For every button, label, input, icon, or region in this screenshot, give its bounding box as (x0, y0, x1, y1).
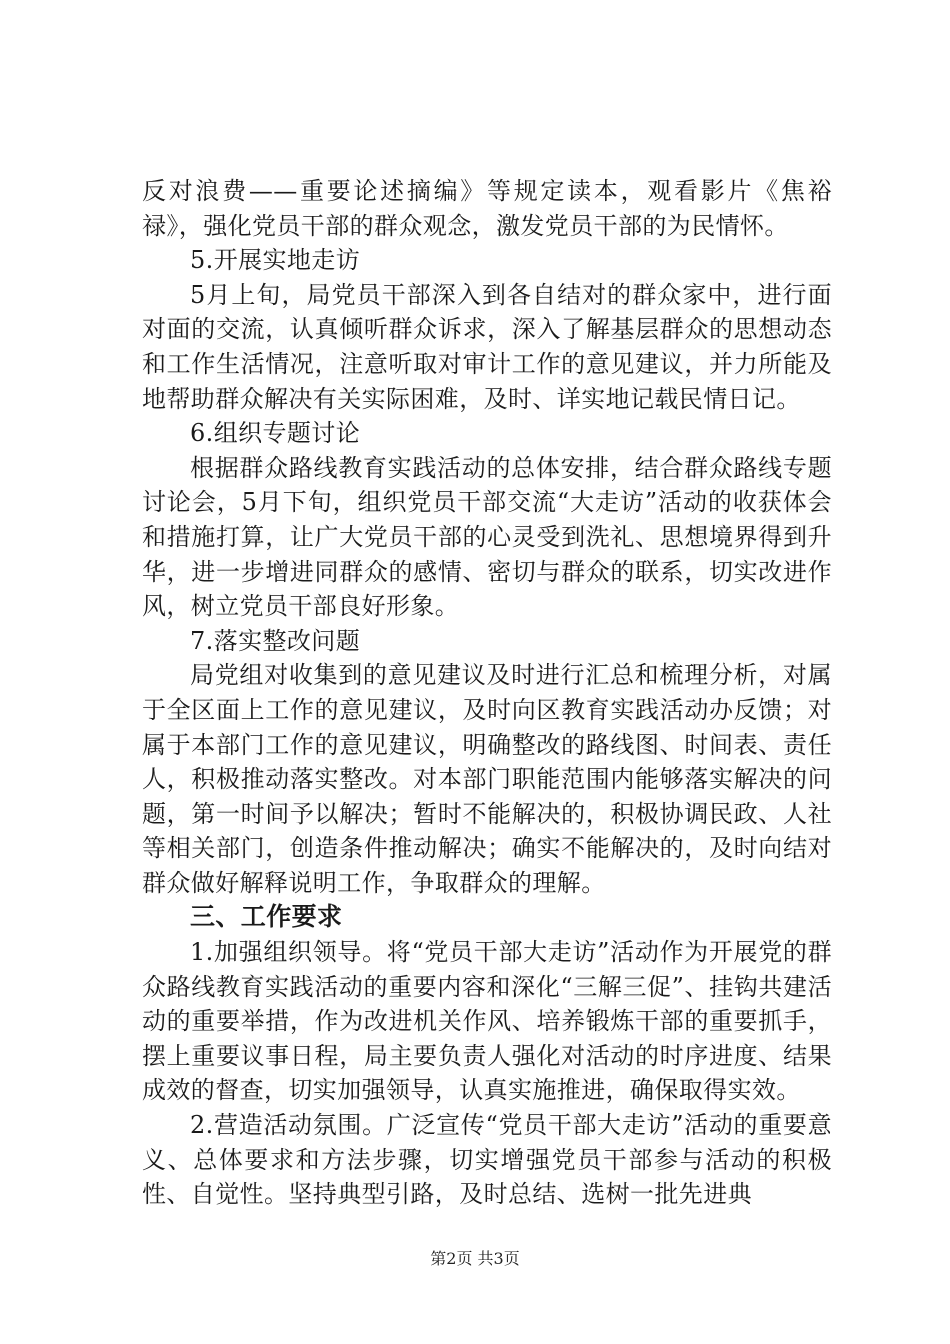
paragraph-continuation: 反对浪费——重要论述摘编》等规定读本，观看影片《焦裕禄》，强化党员干部的群众观念，激发党员干部的为民情怀。 (142, 177, 832, 240)
paragraph-discussion: 根据群众路线教育实践活动的总体安排，结合群众路线专题讨论会，5月下旬，组织党员干部交流“大走访”活动的收获体会和措施打算，让广大党员干部的心灵受到洗礼、思想境界得到升华，进一步增进同群众的感情、密切与群众的联系，切实改进作风，树立党员干部良好形象。 (142, 453, 832, 621)
paragraph-atmosphere: 2.营造活动氛围。广泛宣传“党员干部大走访”活动的重要意义、总体要求和方法步骤，切实增强党员干部参与活动的积极性、自觉性。坚持典型引路，及时总结、选树一批先进典 (142, 1111, 832, 1209)
paragraph-leadership: 1.加强组织领导。将“党员干部大走访”活动作为开展党的群众路线教育实践活动的重要内容和深化“三解三促”、挂钩共建活动的重要举措，作为改进机关作风、培养锻炼干部的重要抓手，摆上重要议事日程，局主要负责人强化对活动的时序进度、结果成效的督查，切实加强领导，认真实施推进，确保取得实效。 (142, 938, 832, 1105)
page-number: 第2页 共3页 (430, 1249, 520, 1268)
subheading-rectification: 7.落实整改问题 (190, 626, 361, 655)
paragraph-rectification: 局党组对收集到的意见建议及时进行汇总和梳理分析，对属于全区面上工作的意见建议，及时向区教育实践活动办反馈；对属于本部门工作的意见建议，明确整改的路线图、时间表、责任人，积极推动落实整改。对本部门职能范围内能够落实解决的问题，第一时间予以解决；暂时不能解决的，积极协调民政、人社等相关部门，创造条件推动解决；确实不能解决的，及时向结对群众做好解释说明工作，争取群众的理解。 (142, 661, 832, 897)
subheading-discussion: 6.组织专题讨论 (190, 419, 361, 448)
subheading-site-visit: 5.开展实地走访 (190, 246, 361, 275)
document-body (142, 174, 832, 1212)
section-heading-requirements: 三、工作要求 (190, 902, 343, 932)
paragraph-site-visit: 5月上旬，局党员干部深入到各自结对的群众家中，进行面对面的交流，认真倾听群众诉求，深入了解基层群众的思想动态和工作生活情况，注意听取对审计工作的意见建议，并力所能及地帮助群众解决有关实际困难，及时、详实地记载民情日记。 (142, 280, 832, 413)
page-footer (0, 1246, 950, 1269)
